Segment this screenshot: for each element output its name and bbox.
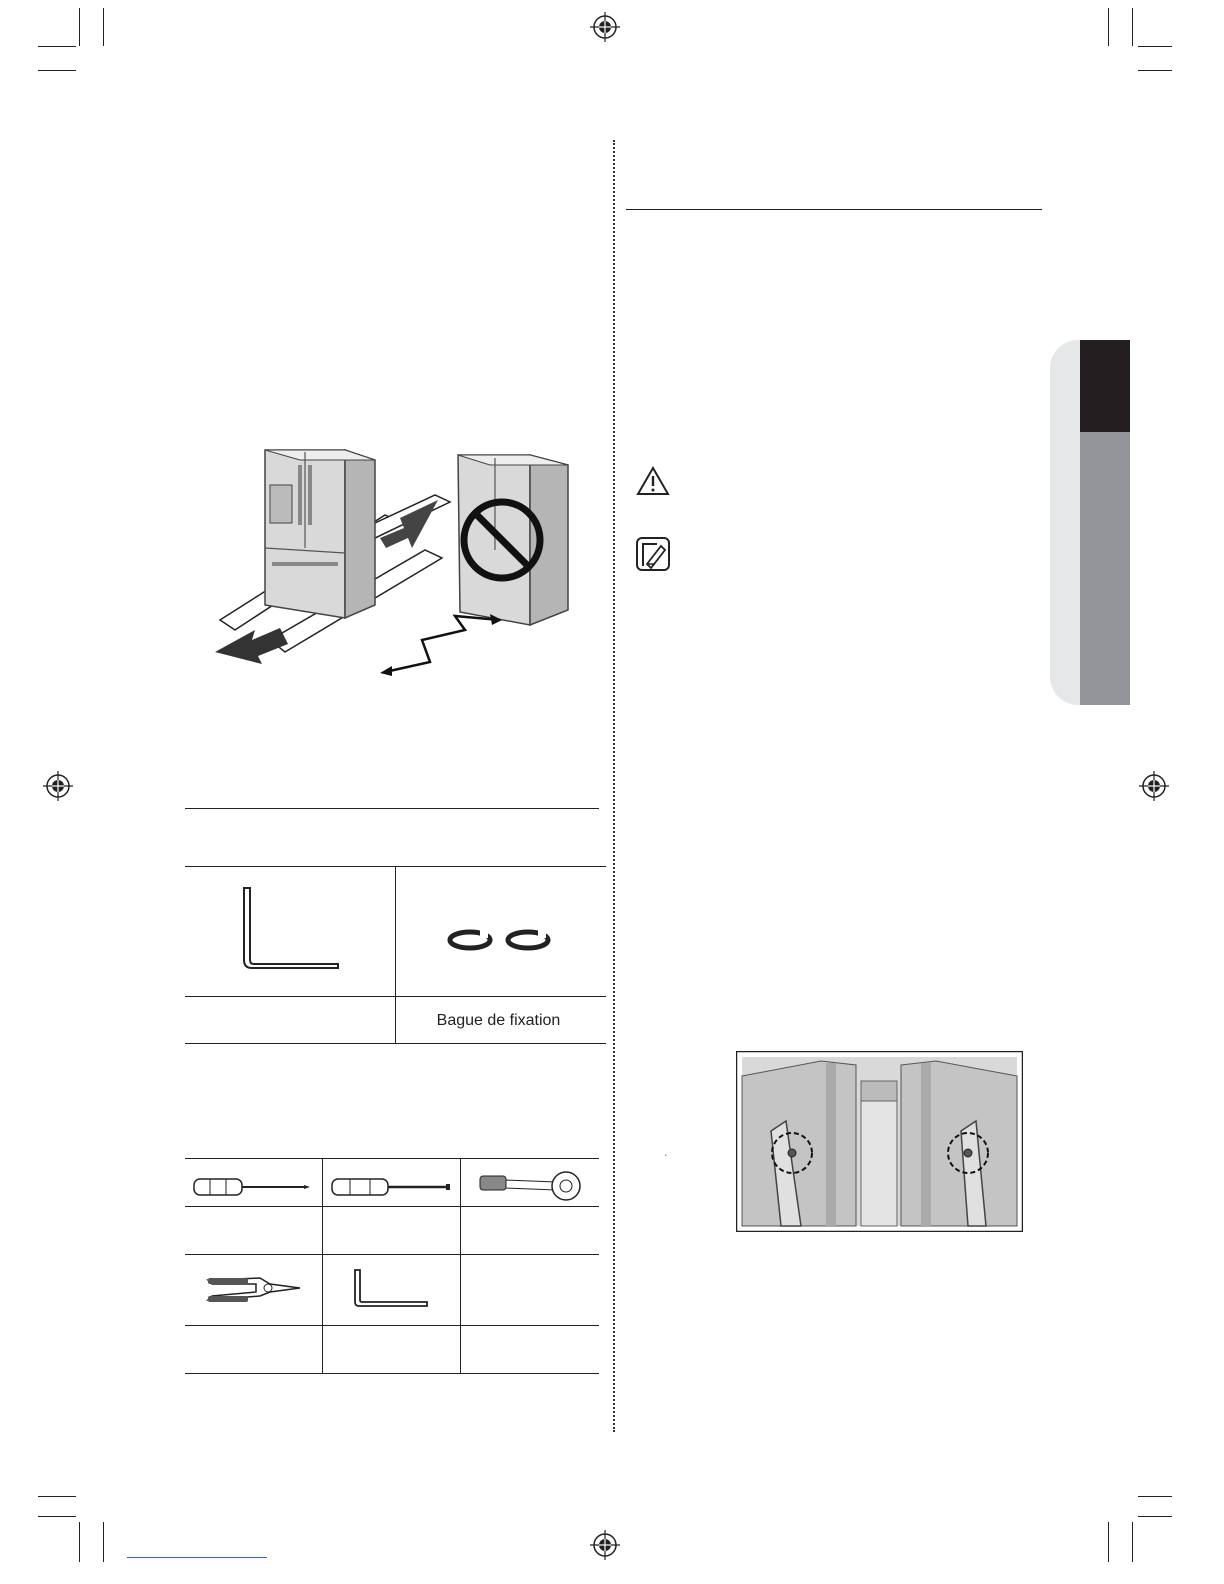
door-hinge-screws-photo xyxy=(736,1051,1023,1232)
registration-mark-right-icon xyxy=(1139,771,1169,801)
hex-key-icon xyxy=(230,880,350,980)
retaining-ring-icon xyxy=(440,920,560,960)
registration-mark-bottom-icon xyxy=(590,1530,620,1560)
registration-mark-left-icon xyxy=(43,771,73,801)
section-header-rule xyxy=(626,209,1042,210)
parts-label-retaining-ring: Bague de fixation xyxy=(436,1012,561,1029)
pliers-icon xyxy=(200,1270,310,1310)
note-pencil-icon xyxy=(635,536,671,572)
phillips-screwdriver-icon xyxy=(192,1172,312,1202)
fridge-moving-illustration xyxy=(210,440,595,680)
link-underline xyxy=(127,1557,267,1558)
socket-wrench-icon xyxy=(476,1166,586,1206)
flat-screwdriver-icon xyxy=(330,1172,455,1202)
registration-mark-top-icon xyxy=(590,12,620,42)
allen-key-icon xyxy=(345,1266,435,1311)
column-divider xyxy=(613,140,615,1432)
stray-mark: ʻ xyxy=(665,1153,667,1162)
warning-triangle-icon xyxy=(636,466,670,496)
